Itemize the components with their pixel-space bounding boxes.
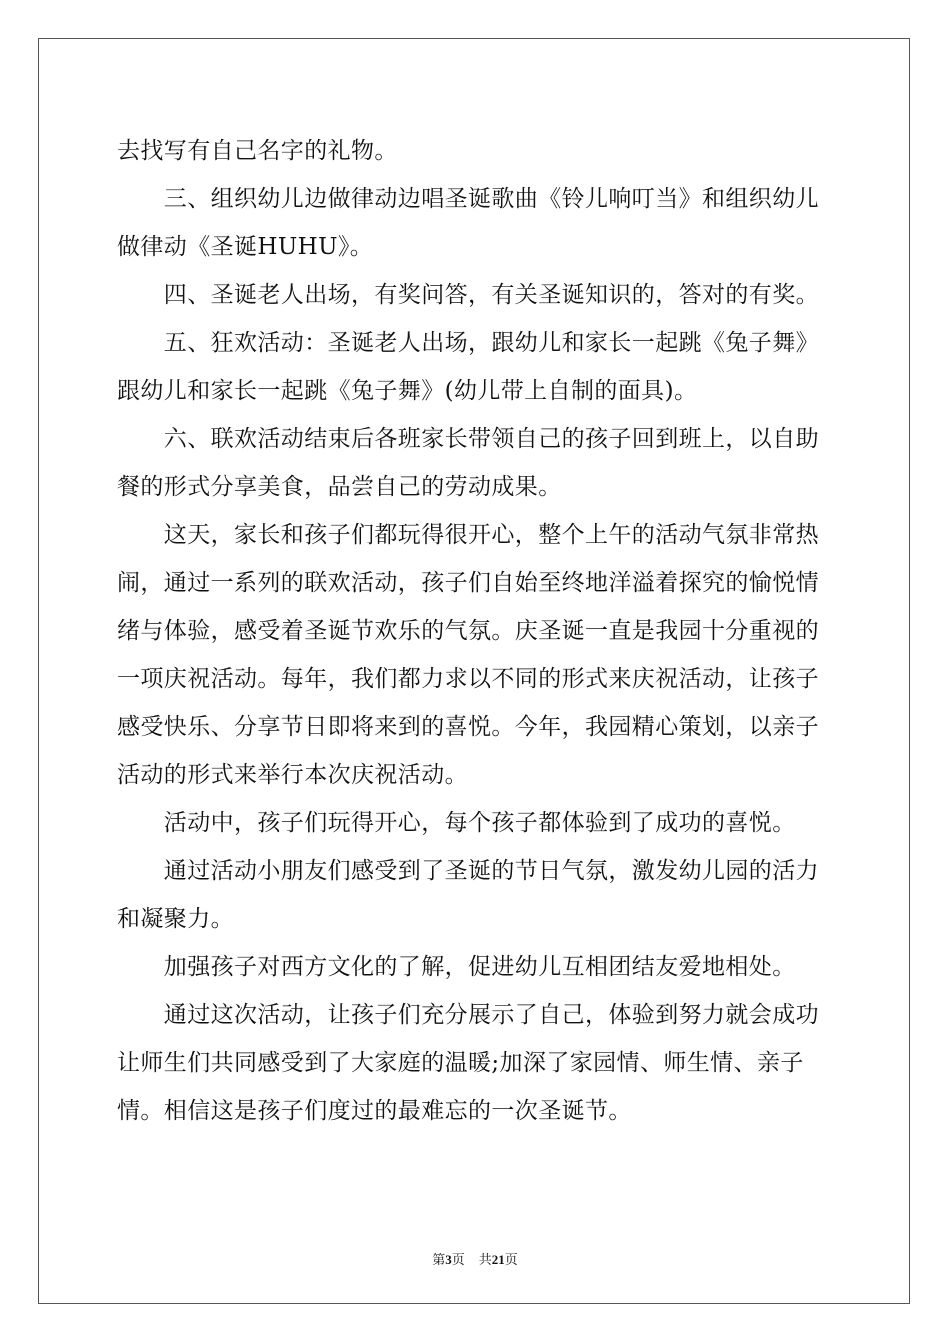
text-line: 感受快乐、分享节日即将来到的喜悦。今年，我园精心策划，以亲子	[117, 714, 819, 740]
total-suffix: 页	[504, 1253, 518, 1268]
text-line: 活动的形式来举行本次庆祝活动。	[117, 762, 468, 788]
text-line: 绪与体验，感受着圣诞节欢乐的气氛。庆圣诞一直是我园十分重视的	[117, 618, 819, 644]
document-body	[117, 127, 833, 1135]
text-line: 五、狂欢活动：圣诞老人出场，跟幼儿和家长一起跳《兔子舞》	[117, 330, 819, 356]
text-line: 去找写有自己名字的礼物。	[117, 138, 398, 164]
text-line: 四、圣诞老人出场，有奖问答，有关圣诞知识的，答对的有奖。	[117, 282, 819, 308]
text-line: 做律动《圣诞HUHU》。	[117, 234, 374, 260]
page-prefix: 第	[432, 1253, 446, 1268]
page-suffix: 页	[451, 1253, 465, 1268]
text-line: 餐的形式分享美食，品尝自己的劳动成果。	[117, 474, 562, 500]
page-indicator	[432, 1253, 465, 1268]
total-pages: 21	[491, 1252, 505, 1267]
total-indicator	[479, 1253, 518, 1268]
text-line: 让师生们共同感受到了大家庭的温暖;加深了家园情、师生情、亲子	[117, 1050, 804, 1076]
text-line: 这天，家长和孩子们都玩得很开心，整个上午的活动气氛非常热	[117, 522, 819, 548]
text-line: 通过这次活动，让孩子们充分展示了自己，体验到努力就会成功	[117, 1002, 819, 1028]
total-prefix: 共	[478, 1253, 492, 1268]
text-line: 闹，通过一系列的联欢活动，孩子们自始至终地洋溢着探究的愉悦情	[117, 570, 819, 596]
text-line: 三、组织幼儿边做律动边唱圣诞歌曲《铃儿响叮当》和组织幼儿	[117, 186, 819, 212]
page-footer	[0, 1249, 950, 1268]
text-line: 加强孩子对西方文化的了解，促进幼儿互相团结友爱地相处。	[117, 954, 796, 980]
text-line: 一项庆祝活动。每年，我们都力求以不同的形式来庆祝活动，让孩子	[117, 666, 819, 692]
text-line: 和凝聚力。	[117, 906, 234, 932]
page-number: 3	[445, 1252, 452, 1267]
text-line: 六、联欢活动结束后各班家长带领自己的孩子回到班上，以自助	[117, 426, 819, 452]
text-line: 跟幼儿和家长一起跳《兔子舞》(幼儿带上自制的面具)。	[117, 378, 698, 404]
text-line: 通过活动小朋友们感受到了圣诞的节日气氛，激发幼儿园的活力	[117, 858, 819, 884]
text-line: 情。相信这是孩子们度过的最难忘的一次圣诞节。	[117, 1098, 632, 1124]
text-line: 活动中，孩子们玩得开心，每个孩子都体验到了成功的喜悦。	[117, 810, 796, 836]
